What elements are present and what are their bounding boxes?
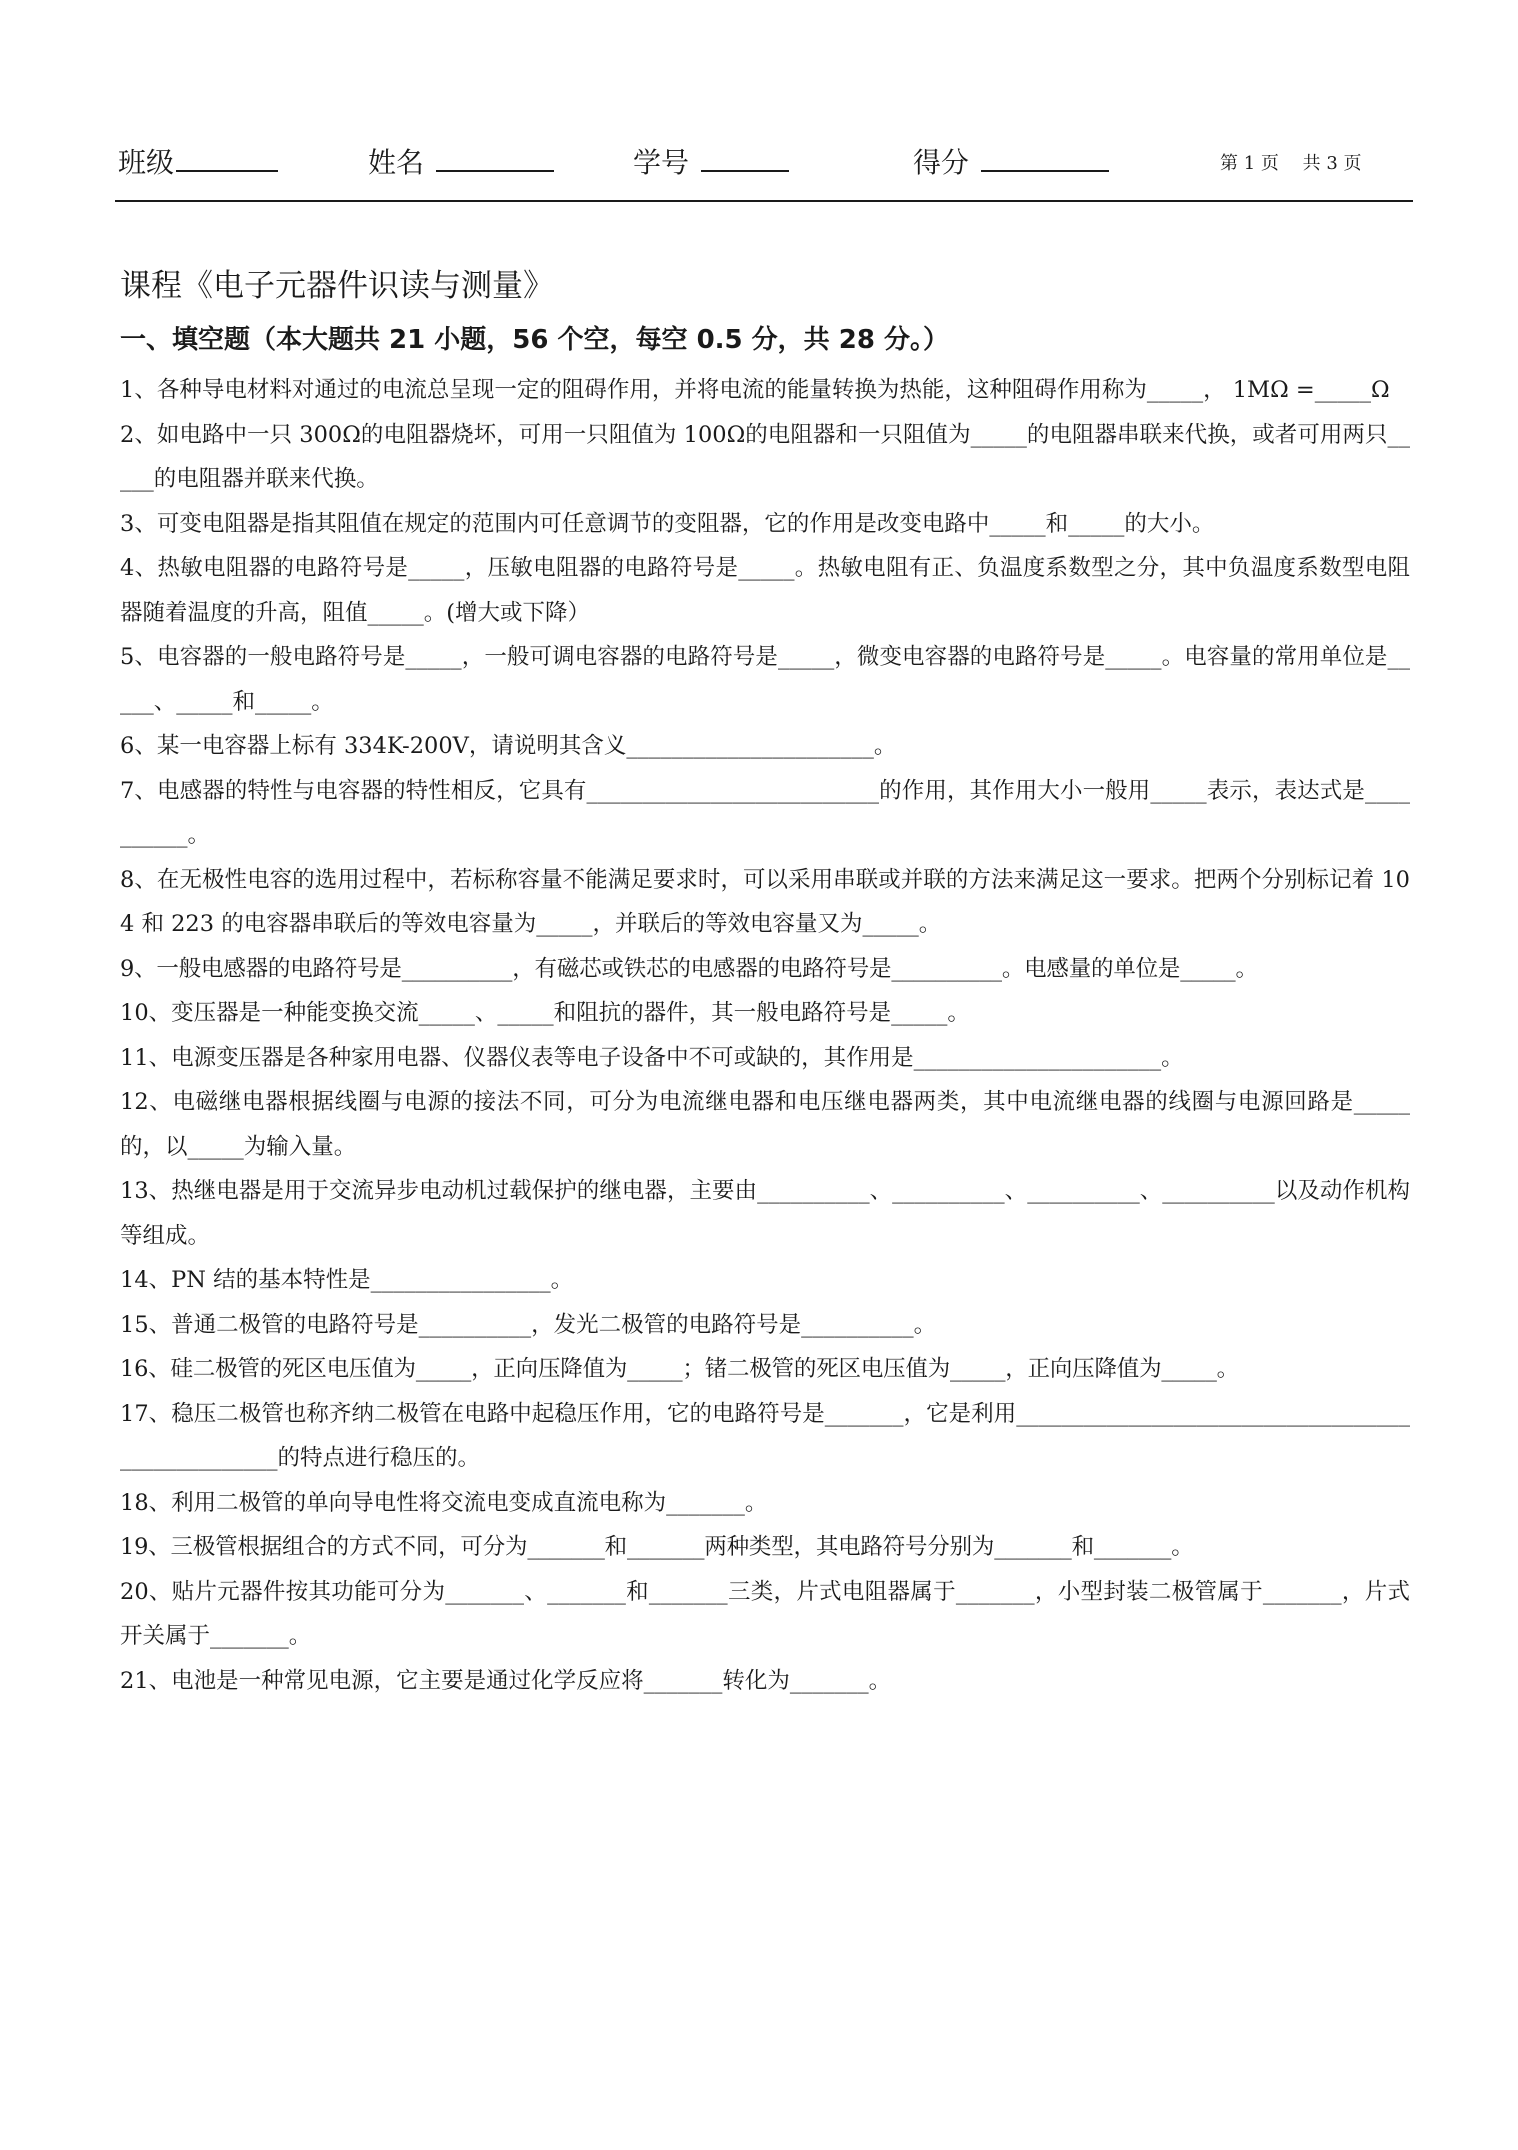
- section-title: 一、填空题（本大题共 21 小题，56 个空，每空 0.5 分，共 28 分。）: [120, 325, 949, 355]
- question-5: 5、电容器的一般电路符号是_____，一般可调电容器的电路符号是_____，微变电容器的电路符号是_____。电容量的常用单位是_____、_____和_____。: [120, 644, 1410, 715]
- question-17: 17、稳压二极管也称齐纳二极管在电路中起稳压作用，它的电路符号是_______，它是利用_________________________________________________的特点进行稳压的。: [120, 1400, 1410, 1471]
- name-blank[interactable]: [436, 140, 554, 172]
- header-row: [118, 140, 1408, 184]
- student-id-label: 学号: [633, 146, 690, 179]
- question-18: 18、利用二极管的单向导电性将交流电变成直流电称为_______。: [120, 1489, 768, 1516]
- class-field: [118, 140, 278, 185]
- question-14: 14、PN 结的基本特性是________________。: [120, 1267, 574, 1293]
- question-3: 3、可变电阻器是指其阻值在规定的范围内可任意调节的变阻器，它的作用是改变电路中_____和_____的大小。: [120, 510, 1215, 537]
- question-8: 8、在无极性电容的选用过程中，若标称容量不能满足要求时，可以采用串联或并联的方法来满足这一要求。把两个分别标记着 104 和 223 的电容器串联后的等效电容量为_____，并联后的等效电容量又为_____。: [120, 866, 1410, 937]
- question-list: [120, 368, 1410, 1703]
- question-6: 6、某一电容器上标有 334K-200V，请说明其含义______________________。: [120, 733, 897, 759]
- question-7: 7、电感器的特性与电容器的特性相反，它具有__________________________的作用，其作用大小一般用_____表示，表达式是__________。: [120, 777, 1410, 848]
- header-divider: [115, 200, 1413, 202]
- question-21: 21、电池是一种常见电源，它主要是通过化学反应将_______转化为_______。: [120, 1667, 892, 1694]
- question-16: 16、硅二极管的死区电压值为_____，正向压降值为_____；锗二极管的死区电压值为_____，正向压降值为_____。: [120, 1356, 1239, 1382]
- student-id-field: [633, 140, 789, 185]
- name-label: 姓名: [368, 146, 425, 179]
- name-field: [368, 140, 554, 185]
- page-info: 第 1 页 共 3 页: [1220, 153, 1362, 174]
- score-blank[interactable]: [981, 140, 1109, 172]
- question-20: 20、贴片元器件按其功能可分为_______、_______和_______三类，片式电阻器属于_______，小型封装二极管属于_______，片式开关属于_______。: [120, 1578, 1410, 1649]
- question-19: 19、三极管根据组合的方式不同，可分为_______和_______两种类型，其电路符号分别为_______和_______。: [120, 1534, 1194, 1560]
- question-1: 1、各种导电材料对通过的电流总呈现一定的阻碍作用，并将电流的能量转换为热能，这种阻碍作用称为_____， 1MΩ =_____Ω: [120, 377, 1390, 403]
- question-13: 13、热继电器是用于交流异步电动机过载保护的继电器，主要由__________、__________、__________、__________以及动作机构等组成。: [120, 1178, 1410, 1249]
- class-blank[interactable]: [176, 140, 278, 172]
- question-10: 10、变压器是一种能变换交流_____、_____和阻抗的器件，其一般电路符号是_____。: [120, 1000, 970, 1026]
- student-id-blank[interactable]: [701, 140, 789, 172]
- score-field: [913, 140, 1109, 185]
- question-11: 11、电源变压器是各种家用电器、仪器仪表等电子设备中不可或缺的，其作用是______________________。: [120, 1044, 1184, 1071]
- question-2: 2、如电路中一只 300Ω的电阻器烧坏，可用一只阻值为 100Ω的电阻器和一只阻值为_____的电阻器串联来代换，或者可用两只_____的电阻器并联来代换。: [120, 421, 1410, 492]
- question-12: 12、电磁继电器根据线圈与电源的接法不同，可分为电流继电器和电压继电器两类，其中电流继电器的线圈与电源回路是_____的，以_____为输入量。: [120, 1089, 1410, 1160]
- score-label: 得分: [913, 146, 970, 179]
- class-label: 班级: [118, 146, 175, 179]
- course-title: 课程《电子元器件识读与测量》: [120, 268, 554, 304]
- question-9: 9、一般电感器的电路符号是__________，有磁芯或铁芯的电感器的电路符号是__________。电感量的单位是_____。: [120, 955, 1258, 982]
- question-15: 15、普通二极管的电路符号是__________，发光二极管的电路符号是__________。: [120, 1311, 937, 1338]
- question-4: 4、热敏电阻器的电路符号是_____，压敏电阻器的电路符号是_____。热敏电阻有正、负温度系数型之分，其中负温度系数型电阻器随着温度的升高，阻值_____。(增大或下降）: [120, 555, 1410, 626]
